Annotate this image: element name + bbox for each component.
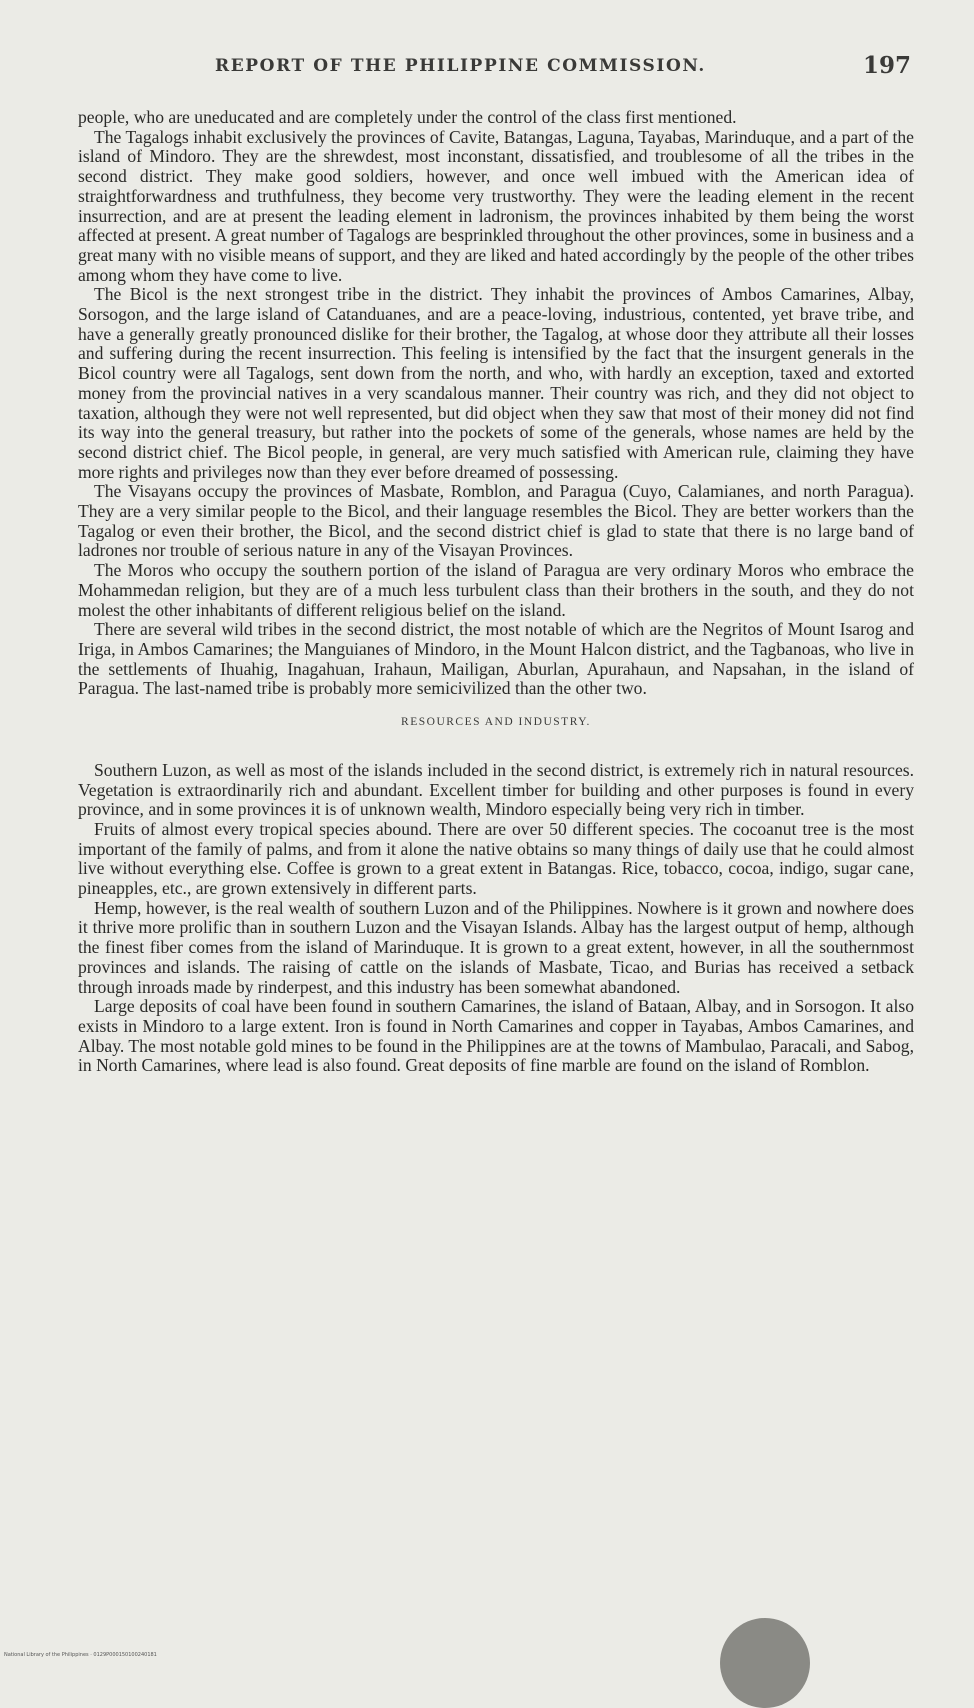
- paragraph: Southern Luzon, as well as most of the islands included in the second district, is extremely rich in natural resources. Vegetation is extraordinarily rich and abundant. Excellent timber for building and other purposes is found in every province, and in some provinces it is of unknown wealth, Mindoro especially being very rich in timber.: [78, 759, 914, 820]
- paragraph: Large deposits of coal have been found in southern Camarines, the island of Bataan, Albay, and in Sorsogon. It also exists in Mindoro to a large extent. Iron is found in North Camarines and copper in Tayabas, Ambos Camarines, and Albay. The most notable gold mines to be found in the Philippines are at the towns of Mambulao, Paracali, and Sabog, in North Camarines, where lead is also found. Great deposits of fine marble are found on the island of Romblon.: [78, 996, 914, 1076]
- paragraph: people, who are uneducated and are completely under the control of the class first mentioned.: [78, 107, 737, 127]
- paragraph: Hemp, however, is the real wealth of southern Luzon and of the Philippines. Nowhere is it grown and nowhere does it thrive more prolific than in southern Luzon and the Visayan Islands. Albay has the largest output of hemp, although the finest fiber comes from the island of Marinduque. It is grown to a great extent, however, in all the southernmost provinces and islands. The raising of cattle on the islands of Masbate, Ticao, and Burias has received a setback through inroads made by rinderpest, and this industry has been somewhat abandoned.: [78, 897, 914, 997]
- body-text: [78, 108, 914, 1076]
- paragraph: The Bicol is the next strongest tribe in the district. They inhabit the provinces of Ambos Camarines, Albay, Sorsogon, and the large island of Catanduanes, and are a peace-loving, industrious, contented, yet brave tribe, and have a generally greatly pronounced dislike for their brother, the Tagalog, at whose door they attribute all their losses and suffering during the recent insurrection. This feeling is intensified by the fact that the insurgent generals in the Bicol country were all Tagalogs, sent down from the north, and who, with hardly an exception, taxed and extorted money from the provincial natives in a very scandalous manner. Their country was rich, and they did not object to taxation, although they were not well represented, but did object when they saw that most of their money did not find its way into the general treasury, but rather into the pockets of some of the generals, whose names are held by the second district chief. The Bicol people, in general, are very much satisfied with American rule, claiming they have more rights and privileges now than they ever before dreamed of possessing.: [78, 284, 914, 482]
- paragraph: The Tagalogs inhabit exclusively the provinces of Cavite, Batangas, Laguna, Tayabas, Marinduque, and a part of the island of Mindoro. They are the shrewdest, most inconstant, dissatisfied, and troublesome of all the tribes in the second district. They make good soldiers, however, and once well imbued with the American idea of straightforwardness and truthfulness, they become very trustworthy. They were the leading element in the recent insurrection, and are at present the leading element in ladronism, the provinces inhabited by them being the worst affected at present. A great number of Tagalogs are besprinkled throughout the other provinces, some in business and a great many with no visible means of support, and they are liked and hated accordingly by the people of the other tribes among whom they have come to live.: [78, 126, 914, 285]
- paragraph: The Visayans occupy the provinces of Masbate, Romblon, and Paragua (Cuyo, Calamianes, and north Paragua). They are a very similar people to the Bicol, and their language resembles the Bicol. They are better workers than the Tagalog or even their brother, the Bicol, and the second district chief is glad to state that there is no large band of ladrones nor trouble of serious nature in any of the Visayan Provinces.: [78, 481, 914, 561]
- paragraph: The Moros who occupy the southern portion of the island of Paragua are very ordinary Moros who embrace the Mohammedan religion, but they are of a much less turbulent class than their brothers in the south, and they do not molest the other inhabitants of different religious belief on the island.: [78, 560, 914, 620]
- page-number: 197: [862, 52, 911, 79]
- running-title: REPORT OF THE PHILIPPINE COMMISSION.: [215, 56, 706, 76]
- scanner-thumb-shadow: [720, 1618, 810, 1708]
- paragraph: There are several wild tribes in the second district, the most notable of which are the Negritos of Mount Isarog and Iriga, in Ambos Camarines; the Manguianes of Mindoro, in the Mount Halcon district, and the Tagbanoas, who live in the settlements of Ihuahig, Inagahuan, Irahaun, Mailigan, Aburlan, Apurahaun, and Napsahan, in the island of Paragua. The last-named tribe is probably more semicivilized than the other two.: [78, 619, 914, 699]
- scan-footer-note: National Library of the Philippines · 0129P000150100240181: [4, 1652, 157, 1658]
- paragraph: Fruits of almost every tropical species abound. There are over 50 different species. The cocoanut tree is the most important of the family of palms, and from it alone the native obtains so many things of daily use that he could almost live without everything else. Coffee is grown to a great extent in Batangas. Rice, tobacco, cocoa, indigo, sugar cane, pineapples, etc., are grown extensively in different parts.: [78, 818, 914, 899]
- section-heading: RESOURCES AND INDUSTRY.: [401, 716, 591, 729]
- page-header: [75, 50, 915, 90]
